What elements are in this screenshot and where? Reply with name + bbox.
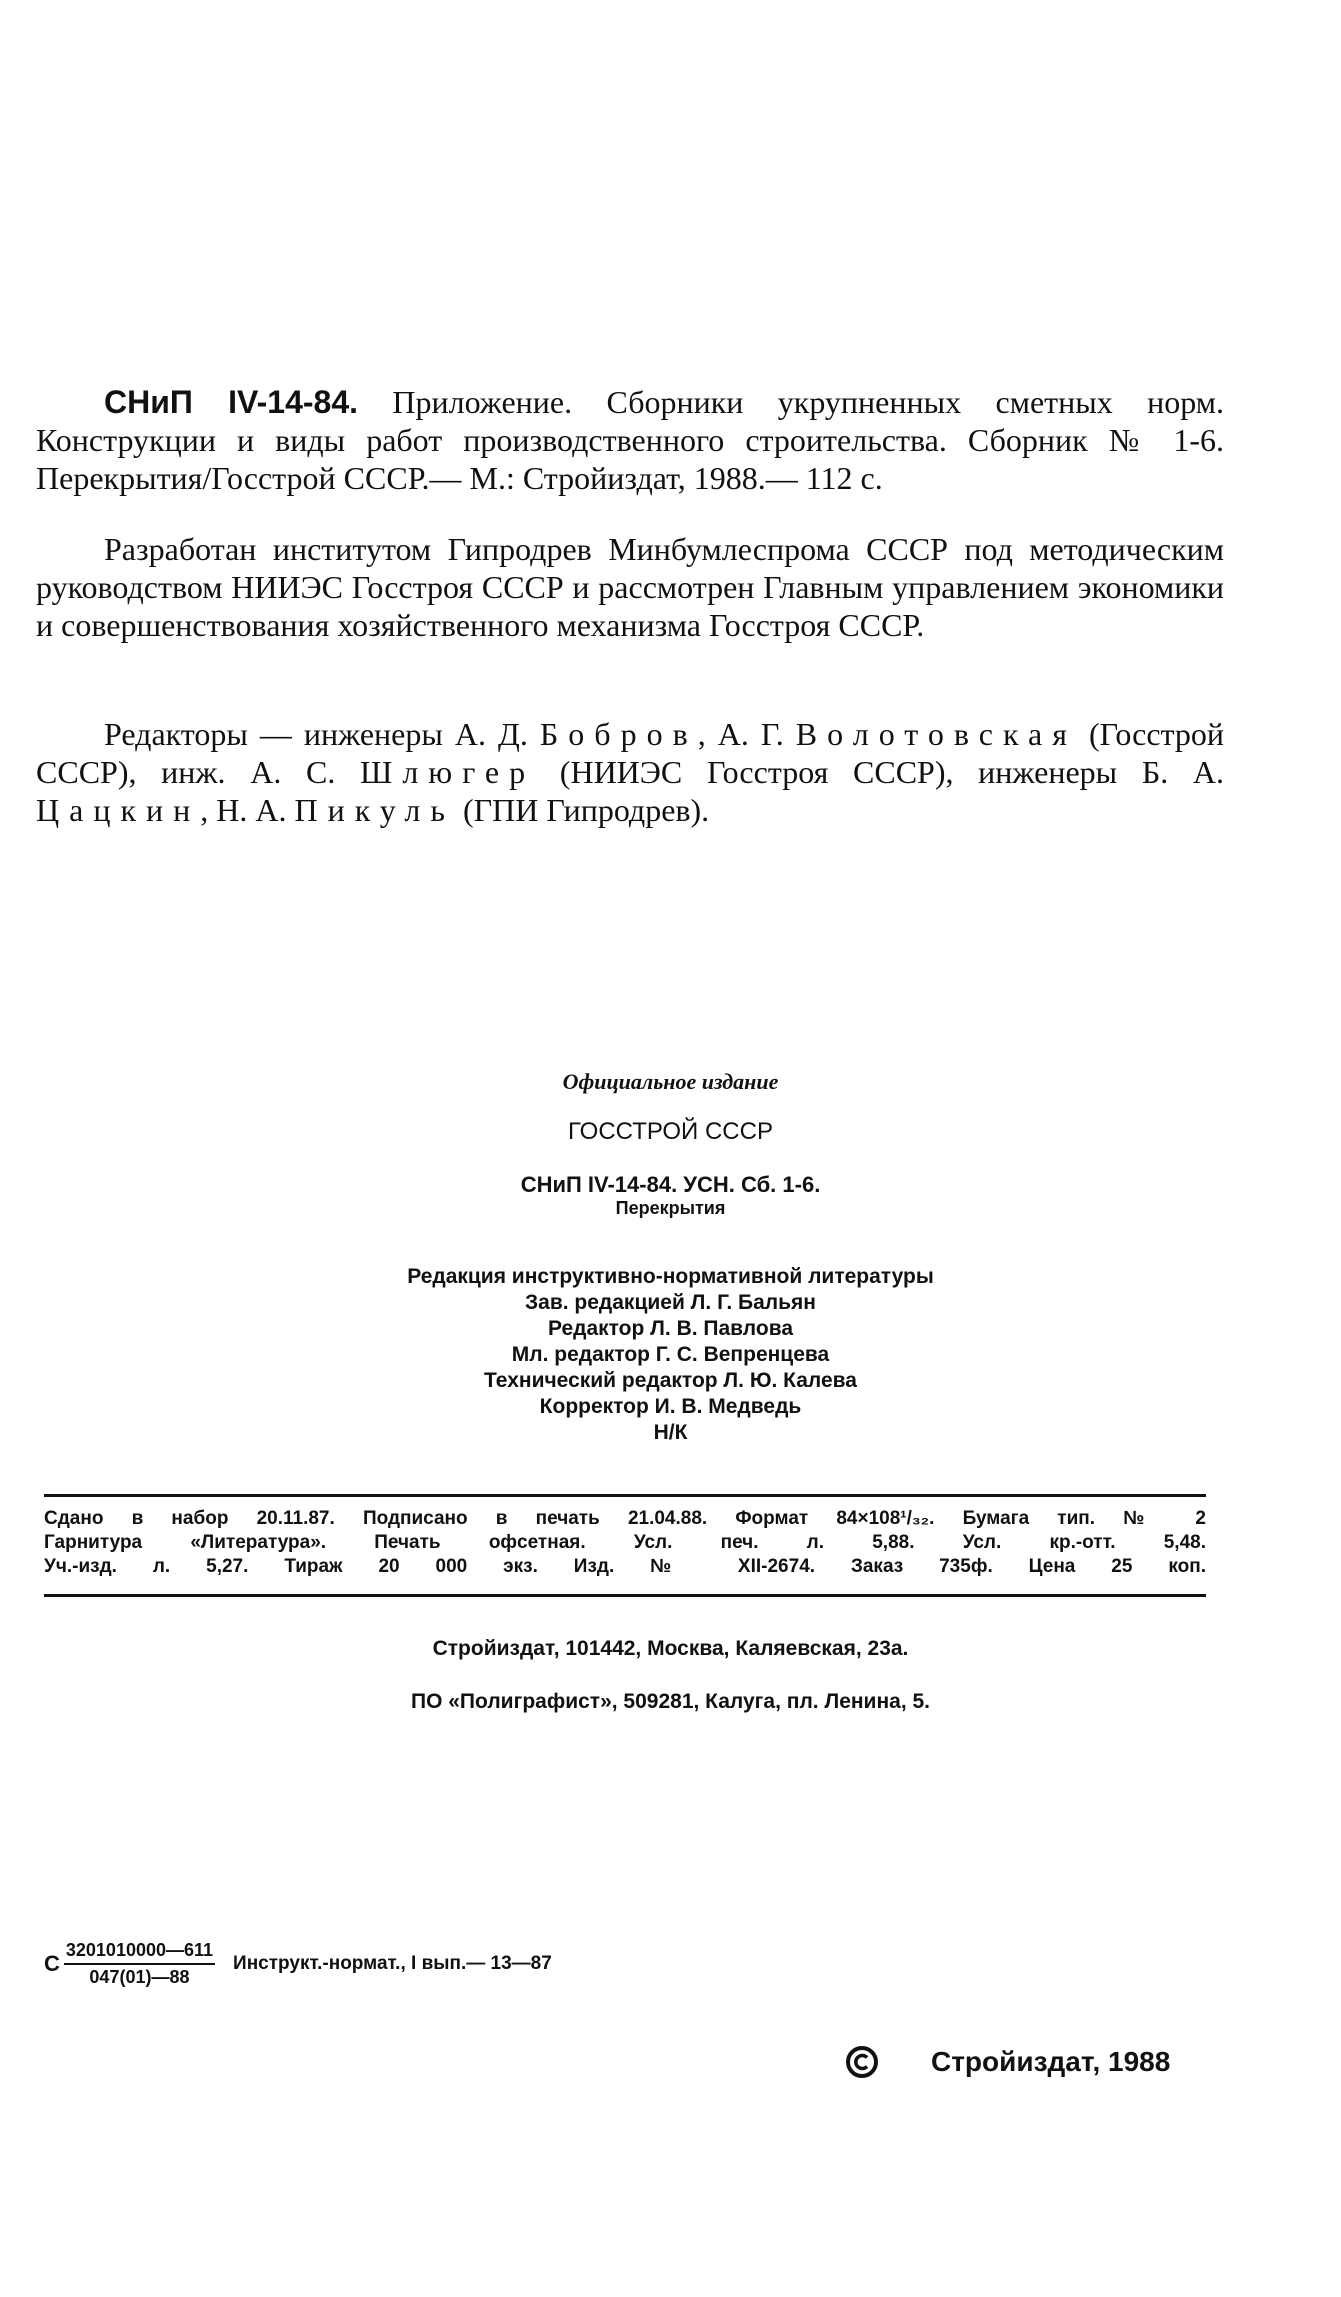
- editors-text: (НИИЭС Госстроя СССР), инженеры Б. А.: [535, 754, 1224, 790]
- staff-line: Редакция инструктивно-нормативной литературы: [407, 1265, 934, 1288]
- print-data: [44, 1507, 1206, 1579]
- staff-line: Зав. редакцией Л. Г. Бальян: [525, 1291, 816, 1314]
- editors-text: , Н. А.: [200, 792, 295, 828]
- copyright-line: [845, 2045, 1170, 2079]
- catalog-numerator: 3201010000—611: [64, 1940, 215, 1965]
- print-data-line: Сдано в набор 20.11.87. Подписано в печать 21.04.88. Формат 84×108¹/₃₂. Бумага тип. № 2: [44, 1508, 1206, 1529]
- publisher-org: ГОССТРОЙ СССР: [568, 1118, 773, 1145]
- editors-text: , А. Г.: [697, 716, 796, 752]
- bibliographic-description: [36, 383, 1224, 497]
- staff-credits: [0, 1264, 1341, 1446]
- editor-name: Бобров: [539, 716, 698, 752]
- staff-line: Технический редактор Л. Ю. Калева: [484, 1369, 857, 1392]
- snip-title: СНиП IV-14-84. УСН. Сб. 1-6.: [520, 1172, 821, 1197]
- editors-text: (ГПИ Гипродрев).: [454, 792, 710, 828]
- catalog-denominator: 047(01)—88: [89, 1967, 190, 1987]
- copyright-text: Стройиздат, 1988: [931, 2046, 1171, 2077]
- editors-paragraph: [36, 715, 1224, 829]
- editor-name: Цацкин: [36, 792, 201, 828]
- copyright-icon: [845, 2045, 879, 2079]
- subtitle: Перекрытия: [615, 1198, 726, 1218]
- catalog-letter: С: [44, 1951, 60, 1976]
- publisher-address: Стройиздат, 101442, Москва, Каляевская, 23а.: [432, 1637, 909, 1660]
- editor-name: Волотовская: [795, 716, 1077, 752]
- snip-code: СНиП IV-14-84.: [104, 384, 359, 420]
- developer-paragraph: Разработан институтом Гипродрев Минбумлеспрома СССР под методическим руководством НИИЭС Госстроя СССР и рассмотрен Главным управлением экономики и совершенствования хозяйственного механизма Госстроя СССР.: [36, 531, 1224, 643]
- editors-text: Редакторы — инженеры А. Д.: [104, 716, 540, 752]
- top-rule-divider: [44, 1494, 1206, 1497]
- staff-line: Мл. редактор Г. С. Вепренцева: [511, 1343, 830, 1366]
- staff-line: Редактор Л. В. Павлова: [547, 1317, 794, 1340]
- bottom-rule-divider: [44, 1594, 1206, 1597]
- bibliographic-text: Приложение. Сборники укрупненных сметных норм. Конструкции и виды работ производственного строительства. Сборник № 1-6. Перекрытия/Госстрой СССР.— М.: Стройиздат, 1988.— 112 с.: [36, 384, 1225, 496]
- staff-line: Корректор И. В. Медведь: [539, 1395, 802, 1418]
- catalog-fraction: [64, 1940, 215, 1988]
- catalog-code: [44, 1940, 552, 1988]
- print-data-line: Гарнитура «Литература». Печать офсетная. Усл. печ. л. 5,88. Усл. кр.-отт. 5,48.: [44, 1532, 1206, 1553]
- editor-name: Пикуль: [294, 792, 455, 828]
- editor-name: Шлюгер: [360, 754, 536, 790]
- staff-line: Н/К: [653, 1421, 688, 1444]
- print-data-line: Уч.-изд. л. 5,27. Тираж 20 000 экз. Изд. № XII-2674. Заказ 735ф. Цена 25 коп.: [44, 1556, 1206, 1577]
- official-edition-label: Официальное издание: [562, 1069, 779, 1094]
- catalog-note: Инструкт.-нормат., I вып.— 13—87: [233, 1953, 552, 1974]
- printer-address: ПО «Полиграфист», 509281, Калуга, пл. Ленина, 5.: [410, 1690, 931, 1713]
- editors-text: (Госстрой СССР), инж. А. С.: [36, 716, 1225, 790]
